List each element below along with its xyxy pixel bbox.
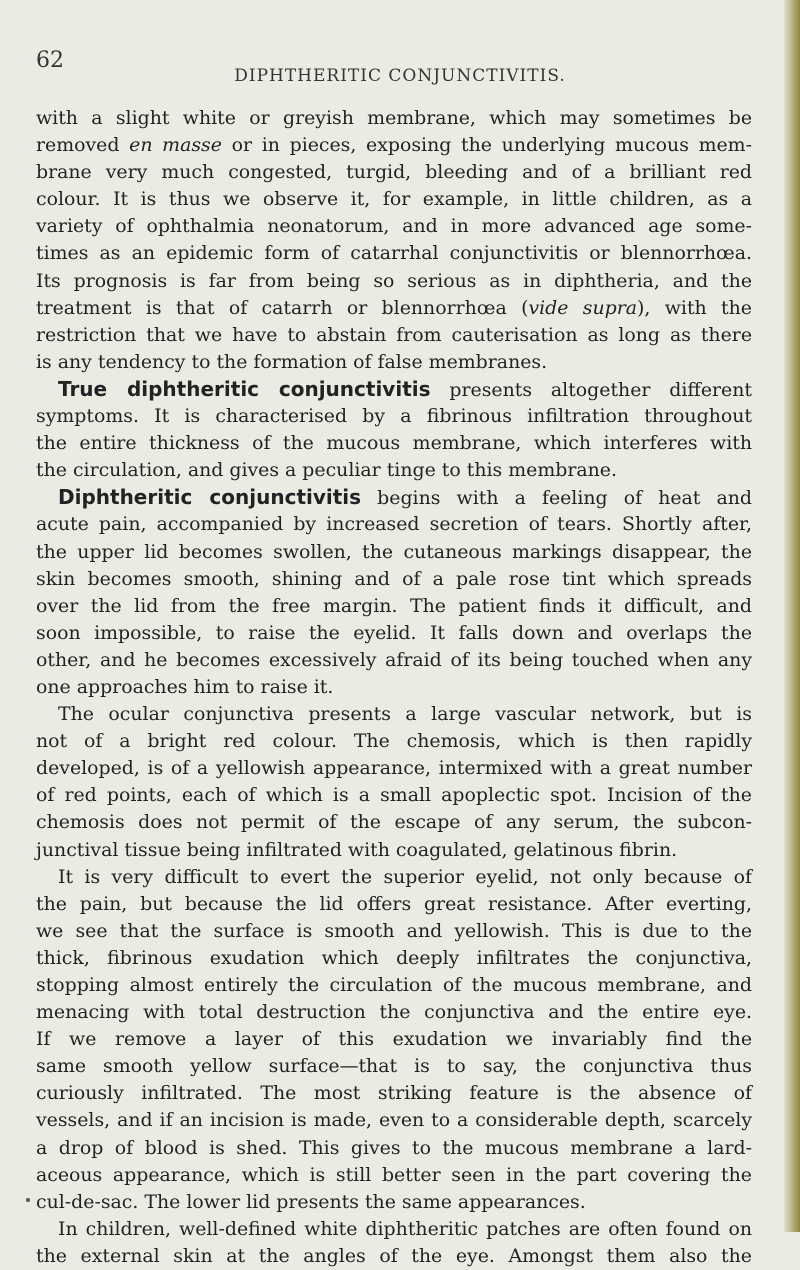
text-line	[36, 268, 752, 295]
text-line	[36, 213, 752, 240]
line-text: a drop of blood is shed. This gives to the mucous membrane a lard-	[36, 1136, 752, 1159]
line-text: the pain, but because the lid offers great resistance. After everting,	[36, 892, 752, 915]
run-in-heading: True diphtheritic conjunctivitis	[58, 376, 431, 401]
line-text: not of a bright red colour. The chemosis, which is then rapidly	[36, 730, 752, 753]
line-text: vessels, and if an incision is made, even to a considerable depth, scarcely	[36, 1109, 752, 1132]
line-text: treatment is that of catarrh or blennorrhœa (	[36, 296, 529, 319]
text-line	[36, 837, 752, 864]
line-text: If we remove a layer of this exudation we invariably find the	[36, 1028, 752, 1051]
line-text: or in pieces, exposing the underlying mucous mem-	[221, 134, 752, 157]
line-text: other, and he becomes excessively afraid of its being touched when any	[36, 648, 752, 671]
text-line	[36, 186, 752, 213]
text-line	[36, 1162, 752, 1189]
line-text: In children, well-defined white diphtheritic patches are often found on	[58, 1217, 752, 1240]
line-text: ), with the	[637, 296, 752, 319]
text-line	[36, 809, 752, 836]
text-line	[36, 593, 752, 620]
text-line	[36, 511, 752, 538]
text-line	[36, 620, 752, 647]
line-text: variety of ophthalmia neonatorum, and in more advanced age some-	[36, 215, 752, 238]
run-in-heading: Diphtheritic conjunctivitis	[58, 485, 362, 510]
line-text: soon impossible, to raise the eyelid. It falls down and overlaps the	[36, 621, 752, 644]
line-text: the upper lid becomes swollen, the cutaneous markings disappear, the	[36, 540, 752, 563]
page-edge	[784, 0, 800, 1232]
text-line	[36, 918, 752, 945]
line-text: menacing with total destruction the conjunctiva and the entire eye.	[36, 1001, 752, 1024]
text-line	[36, 1053, 752, 1080]
line-text: skin becomes smooth, shining and of a pale rose tint which spreads	[36, 567, 752, 590]
line-text: the entire thickness of the mucous membrane, which interferes with	[36, 432, 752, 455]
line-text: cul-de-sac. The lower lid presents the same appearances.	[36, 1190, 586, 1213]
body-text	[36, 105, 752, 1270]
text-line	[36, 132, 752, 159]
text-line	[36, 240, 752, 267]
text-line	[36, 430, 752, 457]
line-text: stopping almost entirely the circulation of the mucous membrane, and	[36, 974, 752, 996]
line-text: presents altogether different	[430, 378, 752, 401]
line-text: removed	[36, 134, 130, 157]
line-text: the circulation, and gives a peculiar tinge to this membrane.	[36, 459, 617, 482]
text-line	[36, 701, 752, 728]
line-text: junctival tissue being infiltrated with coagulated, gelatinous fibrin.	[36, 838, 678, 861]
margin-mark	[26, 1198, 30, 1202]
line-text: colour. It is thus we observe it, for example, in little children, as a	[36, 188, 752, 211]
text-line	[36, 295, 752, 322]
text-line	[36, 322, 752, 349]
text-line	[36, 945, 752, 972]
page-number: 62	[36, 48, 64, 73]
text-line	[36, 159, 752, 186]
line-text: of red points, each of which is a small apoplectic spot. Incision of the	[36, 784, 752, 807]
text-line	[36, 782, 752, 809]
italic-phrase: en masse	[129, 134, 222, 157]
line-text: The ocular conjunctiva presents a large vascular network, but is	[58, 703, 752, 726]
text-line	[36, 1216, 752, 1243]
line-text: acute pain, accompanied by increased secretion of tears. Shortly after,	[36, 513, 752, 536]
text-line	[36, 755, 752, 782]
line-text: chemosis does not permit of the escape of any serum, the subcon-	[36, 811, 752, 834]
text-line	[36, 349, 752, 376]
line-text: symptoms. It is characterised by a fibrinous infiltration throughout	[36, 405, 752, 428]
text-line	[36, 999, 752, 1026]
text-line	[36, 1243, 752, 1270]
text-line	[36, 1107, 752, 1134]
line-text: is any tendency to the formation of false membranes.	[36, 350, 548, 373]
line-text: restriction that we have to abstain from cauterisation as long as there	[36, 323, 752, 346]
text-line	[36, 376, 752, 403]
line-text: with a slight white or greyish membrane, which may sometimes be	[36, 107, 752, 129]
text-line	[36, 1135, 752, 1162]
line-text: over the lid from the free margin. The patient finds it difficult, and	[36, 594, 752, 617]
text-line	[36, 674, 752, 701]
text-line	[36, 972, 752, 999]
running-head: DIPHTHERITIC CONJUNCTIVITIS.	[234, 66, 566, 86]
text-line	[36, 864, 752, 891]
text-line	[36, 647, 752, 674]
line-text: one approaches him to raise it.	[36, 675, 334, 698]
line-text: times as an epidemic form of catarrhal conjunctivitis or blennorrhœa.	[36, 242, 752, 265]
line-text: brane very much congested, turgid, bleeding and of a brilliant red	[36, 161, 752, 184]
line-text: same smooth yellow surface—that is to say, the conjunctiva thus	[36, 1055, 752, 1078]
text-line	[36, 566, 752, 593]
text-line	[36, 105, 752, 132]
italic-phrase: vide supra	[528, 296, 638, 319]
line-text: aceous appearance, which is still better seen in the part covering the	[36, 1163, 752, 1186]
text-line	[36, 539, 752, 566]
line-text: the external skin at the angles of the eye. Amongst them also the	[36, 1244, 752, 1267]
text-line	[36, 1026, 752, 1053]
line-text: begins with a feeling of heat and	[361, 487, 753, 510]
line-text: curiously infiltrated. The most striking feature is the absence of	[36, 1082, 752, 1105]
text-line	[36, 403, 752, 430]
text-line	[36, 728, 752, 755]
line-text: thick, fibrinous exudation which deeply infiltrates the conjunctiva,	[36, 946, 752, 969]
text-line	[36, 1189, 752, 1216]
line-text: we see that the surface is smooth and yellowish. This is due to the	[36, 919, 752, 942]
text-line	[36, 891, 752, 918]
text-line	[36, 1080, 752, 1107]
line-text: developed, is of a yellowish appearance, intermixed with a great number	[36, 757, 752, 780]
text-line	[36, 484, 752, 511]
line-text: Its prognosis is far from being so serious as in diphtheria, and the	[36, 269, 752, 292]
line-text: It is very difficult to evert the superior eyelid, not only because of	[58, 865, 752, 888]
text-line	[36, 457, 752, 484]
